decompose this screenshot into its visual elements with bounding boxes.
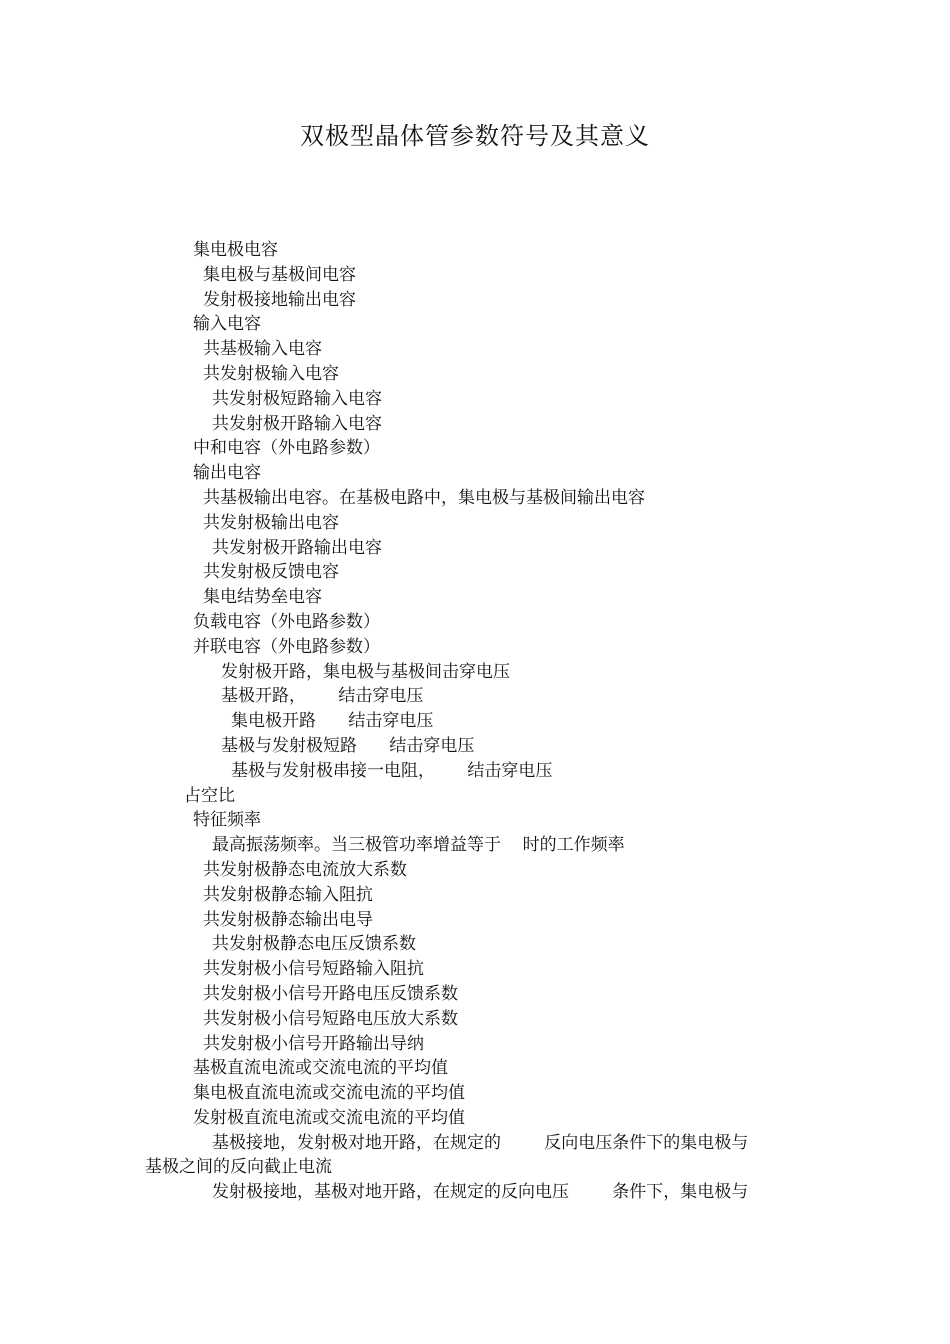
text-line: 集电极开路 结击穿电压: [231, 711, 434, 732]
text-line: 特征频率: [193, 810, 261, 831]
document-title: 双极型晶体管参数符号及其意义: [300, 122, 650, 150]
text-line: 发射极开路，集电极与基极间击穿电压: [221, 661, 510, 682]
text-line: 共发射极输出电容: [203, 512, 339, 533]
text-line: 共发射极小信号开路输出导纳: [203, 1033, 424, 1054]
text-line: 集电极直流电流或交流电流的平均值: [193, 1083, 465, 1104]
text-line: 发射极接地，基极对地开路，在规定的反向电压 条件下，集电极与: [212, 1182, 749, 1203]
text-line: 输出电容: [193, 463, 261, 484]
text-line: 发射极直流电流或交流电流的平均值: [193, 1107, 465, 1128]
text-line: 共发射极输入电容: [203, 363, 339, 384]
text-line: 共发射极开路输入电容: [212, 413, 382, 434]
text-line: 集电极电容: [193, 240, 278, 260]
text-line: 共发射极开路输出电容: [212, 537, 382, 558]
text-line: 占空比: [184, 785, 235, 806]
text-line: 基极与发射极串接一电阻， 结击穿电压: [231, 760, 553, 781]
text-line: 共基极输出电容。在基极电路中，集电极与基极间输出电容: [203, 487, 645, 508]
text-line: 基极开路， 结击穿电压: [221, 686, 424, 707]
document-body: [0, 238, 950, 1205]
text-line: 基极接地，发射极对地开路，在规定的 反向电压条件下的集电极与: [212, 1132, 749, 1153]
text-line: 共发射极静态输入阻抗: [203, 884, 373, 905]
text-line: 并联电容（外电路参数）: [193, 636, 380, 657]
text-line: 基极直流电流或交流电流的平均值: [193, 1058, 448, 1079]
text-line: 基极与发射极短路 结击穿电压: [221, 735, 475, 756]
text-line: 集电极与基极间电容: [203, 264, 356, 285]
text-line: 最高振荡频率。当三极管功率增益等于 时的工作频率: [212, 835, 625, 856]
text-line: 共发射极静态输出电导: [203, 909, 373, 930]
text-line: 输入电容: [193, 314, 261, 335]
text-line: 共发射极小信号短路输入阻抗: [203, 959, 424, 980]
text-line: 共发射极小信号短路电压放大系数: [203, 1008, 458, 1029]
text-line: 中和电容（外电路参数）: [193, 438, 380, 459]
text-line: 共发射极静态电流放大系数: [203, 859, 407, 880]
text-line: 共发射极短路输入电容: [212, 388, 382, 409]
text-line: 共发射极小信号开路电压反馈系数: [203, 983, 458, 1004]
text-line: 集电结势垒电容: [203, 587, 322, 608]
text-line: 负载电容（外电路参数）: [193, 611, 380, 632]
text-line: 共基极输入电容: [203, 339, 322, 360]
text-line: 发射极接地输出电容: [203, 289, 356, 310]
text-line: 共发射极静态电压反馈系数: [212, 934, 416, 955]
text-line: 基极之间的反向截止电流: [145, 1157, 332, 1178]
text-line: 共发射极反馈电容: [203, 562, 339, 583]
